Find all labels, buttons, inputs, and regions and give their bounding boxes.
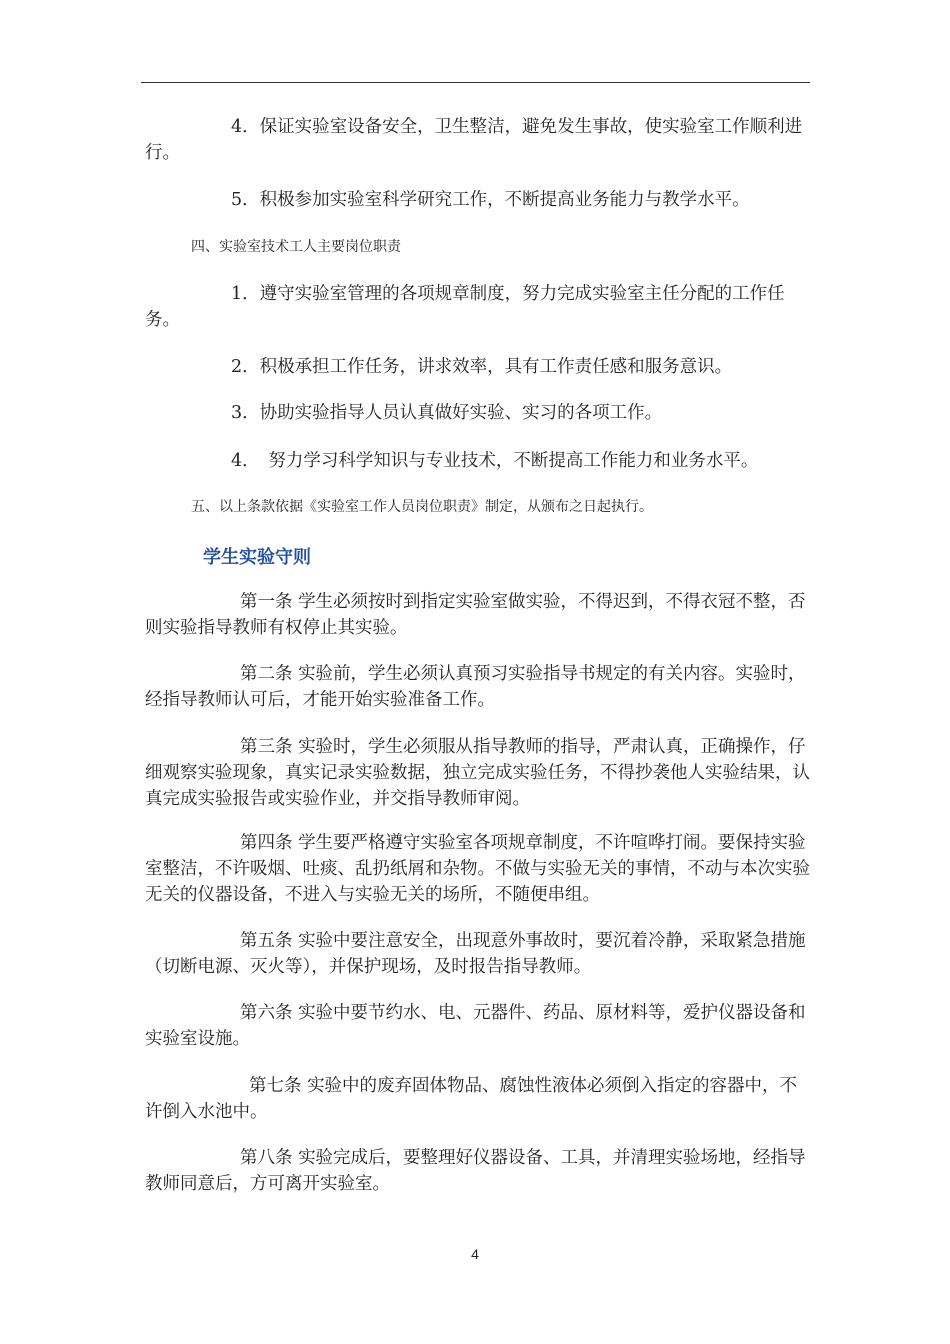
paragraph-worker-duty-1: 1．遵守实验室管理的各项规章制度，努力完成实验室主任分配的工作任务。 (145, 284, 785, 330)
paragraph-duty-5: 5．积极参加实验室科学研究工作，不断提高业务能力与教学水平。 (231, 190, 750, 210)
section-five-note: 五、以上条款依据《实验室工作人员岗位职责》制定，从颁布之日起执行。 (191, 499, 653, 515)
paragraph-duty-4: 4．保证实验室设备安全，卫生整洁，避免发生事故，使实验室工作顺利进行。 (145, 117, 803, 163)
paragraph-worker-duty-3: 3．协助实验指导人员认真做好实验、实习的各项工作。 (231, 403, 663, 423)
article-8: 第八条 实验完成后，要整理好仪器设备、工具，并清理实验场地，经指导教师同意后，方可离开实验室。 (145, 1148, 806, 1194)
section-four-title: 四、实验室技术工人主要岗位职责 (191, 239, 401, 255)
paragraph-worker-duty-2: 2．积极承担工作任务，讲求效率，具有工作责任感和服务意识。 (231, 357, 733, 377)
header-rule (141, 82, 810, 83)
article-5: 第五条 实验中要注意安全，出现意外事故时，要沉着冷静，采取紧急措施（切断电源、灭火等），并保护现场，及时报告指导教师。 (145, 931, 806, 977)
article-7: 第七条 实验中的废弃固体物品、腐蚀性液体必须倒入指定的容器中，不许倒入水池中。 (145, 1076, 798, 1122)
article-4: 第四条 学生要严格遵守实验室各项规章制度，不许喧哗打闹。要保持实验室整洁，不许吸烟、吐痰、乱扔纸屑和杂物。不做与实验无关的事情，不动与本次实验无关的仪器设备，不进入与实验无关的场所，不随便串组。 (145, 833, 810, 905)
paragraph-worker-duty-4: 4． 努力学习科学知识与专业技术，不断提高工作能力和业务水平。 (231, 451, 759, 471)
article-1: 第一条 学生必须按时到指定实验室做实验，不得迟到，不得衣冠不整，否则实验指导教师有权停止其实验。 (145, 592, 806, 638)
article-3: 第三条 实验时，学生必须服从指导教师的指导，严肃认真，正确操作，仔细观察实验现象，真实记录实验数据，独立完成实验任务，不得抄袭他人实验结果，认真完成实验报告或实验作业，并交指导教师审阅。 (145, 737, 810, 809)
article-6: 第六条 实验中要节约水、电、元器件、药品、原材料等，爱护仪器设备和实验室设施。 (145, 1003, 806, 1049)
page-number: 4 (471, 1246, 479, 1262)
article-2: 第二条 实验前，学生必须认真预习实验指导书规定的有关内容。实验时，经指导教师认可后，才能开始实验准备工作。 (145, 664, 806, 710)
section-heading-student-rules: 学生实验守则 (203, 547, 311, 568)
